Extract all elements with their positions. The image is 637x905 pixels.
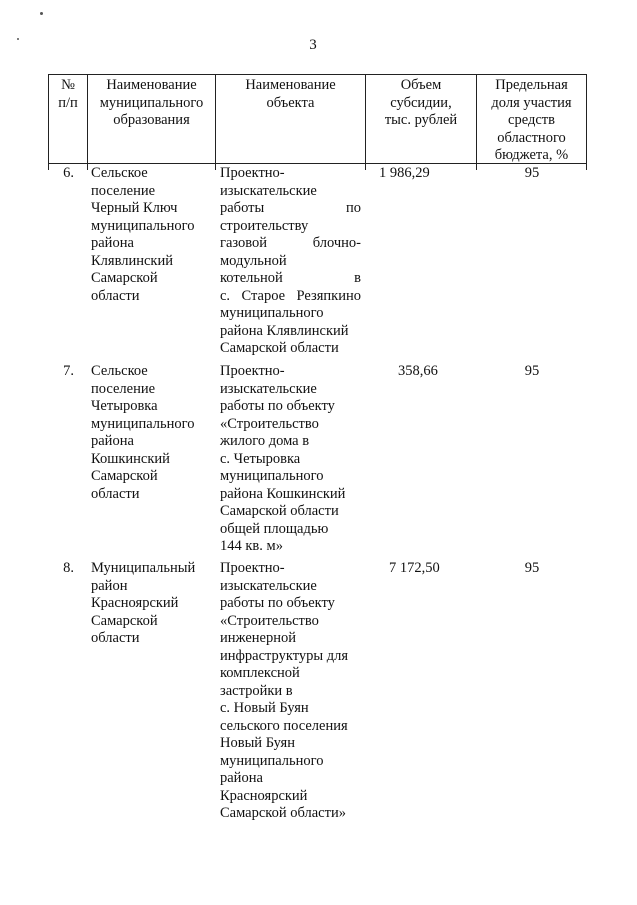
text-line: области [91, 630, 140, 646]
header-cell [216, 74, 366, 164]
header-cell [48, 74, 88, 164]
share-cell: 95 [524, 560, 540, 576]
text-line: Проектно- [220, 363, 285, 379]
text-line: Сельское [91, 165, 148, 181]
text-line: работы по объекту [220, 398, 335, 414]
page-number: 3 [309, 37, 317, 53]
text-line: «Строительство [220, 415, 319, 432]
word: газовой [220, 235, 268, 251]
text-line: застройки в [220, 682, 293, 699]
text-line: жилого дома в [220, 433, 310, 449]
text-line: Черный Ключ [91, 200, 178, 216]
scan-speck [17, 38, 19, 40]
subsidy-cell: 358,66 [398, 363, 438, 379]
text-line: поселение [91, 182, 156, 199]
text-line: муниципального [220, 305, 324, 321]
word: с. [220, 287, 231, 304]
text-line: Проектно- [220, 560, 285, 576]
header-text: Наименование муниципального образования [99, 77, 204, 128]
object-cell [220, 165, 361, 358]
text-line: Кошкинский [91, 450, 170, 467]
word: работы [220, 200, 265, 216]
text-line: инженерной [220, 630, 296, 646]
text-line [220, 200, 361, 218]
text-line: района Клявлинский [220, 322, 349, 339]
text-line: муниципального [91, 217, 195, 234]
text-line: муниципального [91, 415, 195, 432]
text-line: «Строительство [220, 612, 319, 629]
word: Старое [241, 287, 286, 304]
text-line: Четыровка [91, 398, 158, 414]
text-line: района [91, 433, 134, 449]
text-line: Самарской области [220, 503, 339, 519]
text-line [220, 235, 361, 253]
text-line: Сельское [91, 363, 148, 379]
share-cell: 95 [524, 165, 540, 181]
text-line: модульной [220, 252, 287, 269]
object-cell [220, 560, 361, 823]
text-line: района Кошкинский [220, 485, 346, 502]
text-line: с. Новый Буян [220, 700, 309, 716]
scan-speck [40, 12, 43, 15]
text-line: муниципального [220, 752, 324, 769]
text-line: Новый Буян [220, 735, 295, 751]
text-line: Муниципальный [91, 560, 196, 576]
object-cell [220, 363, 361, 556]
text-line: район [91, 577, 128, 594]
text-line: 144 кв. м» [220, 538, 283, 554]
word: блочно- [312, 235, 361, 251]
word: Резяпкино [296, 287, 361, 304]
text-line [220, 270, 361, 288]
text-line: поселение [91, 380, 156, 397]
text-line: с. Четыровка [220, 450, 301, 467]
text-line: строительству [220, 217, 309, 234]
header-text: Объем субсидии, тыс. рублей [384, 77, 458, 128]
subsidy-cell: 1 986,29 [379, 165, 430, 181]
text-line: Самарской [91, 612, 158, 629]
text-line: изыскательские [220, 182, 317, 199]
text-line: Красноярский [220, 787, 308, 804]
header-text: № п/п [58, 77, 78, 111]
subsidy-cell: 7 172,50 [389, 560, 440, 576]
text-line: Проектно- [220, 165, 285, 181]
municipality-cell [91, 363, 213, 503]
column-divider [87, 164, 88, 170]
row-number: 7. [63, 363, 74, 379]
header-cell [88, 74, 216, 164]
text-line: Самарской области» [220, 805, 346, 821]
text-line: сельского поселения [220, 717, 348, 734]
text-line: Самарской [91, 270, 158, 286]
word: по [345, 200, 361, 216]
text-line: Самарской [91, 468, 158, 484]
word: котельной [220, 270, 283, 286]
text-line [220, 288, 361, 306]
header-text: Предельная доля участия средств областного бюджета, % [491, 77, 572, 163]
text-line: муниципального [220, 468, 324, 484]
text-line: работы по объекту [220, 595, 335, 611]
header-text: Наименование объекта [245, 77, 336, 111]
text-line: области [91, 485, 140, 502]
text-line: комплексной [220, 665, 300, 681]
share-cell: 95 [524, 363, 540, 379]
column-divider [365, 164, 366, 170]
text-line: изыскательские [220, 380, 317, 397]
header-cell [366, 74, 477, 164]
column-divider [48, 164, 49, 170]
row-number: 6. [63, 165, 74, 181]
text-line: Клявлинский [91, 252, 173, 269]
column-divider [476, 164, 477, 170]
text-line: области [91, 287, 140, 304]
column-divider [215, 164, 216, 170]
text-line: района [220, 770, 263, 786]
text-line: Красноярский [91, 595, 179, 611]
word: в [354, 270, 361, 286]
text-line: района [91, 235, 134, 251]
text-line: общей площадью [220, 520, 329, 537]
text-line: изыскательские [220, 577, 317, 594]
text-line: инфраструктуры для [220, 647, 349, 664]
municipality-cell [91, 560, 213, 648]
text-line: Самарской области [220, 340, 339, 356]
column-divider [586, 164, 587, 170]
header-cell [477, 74, 587, 164]
municipality-cell [91, 165, 213, 305]
row-number: 8. [63, 560, 74, 576]
